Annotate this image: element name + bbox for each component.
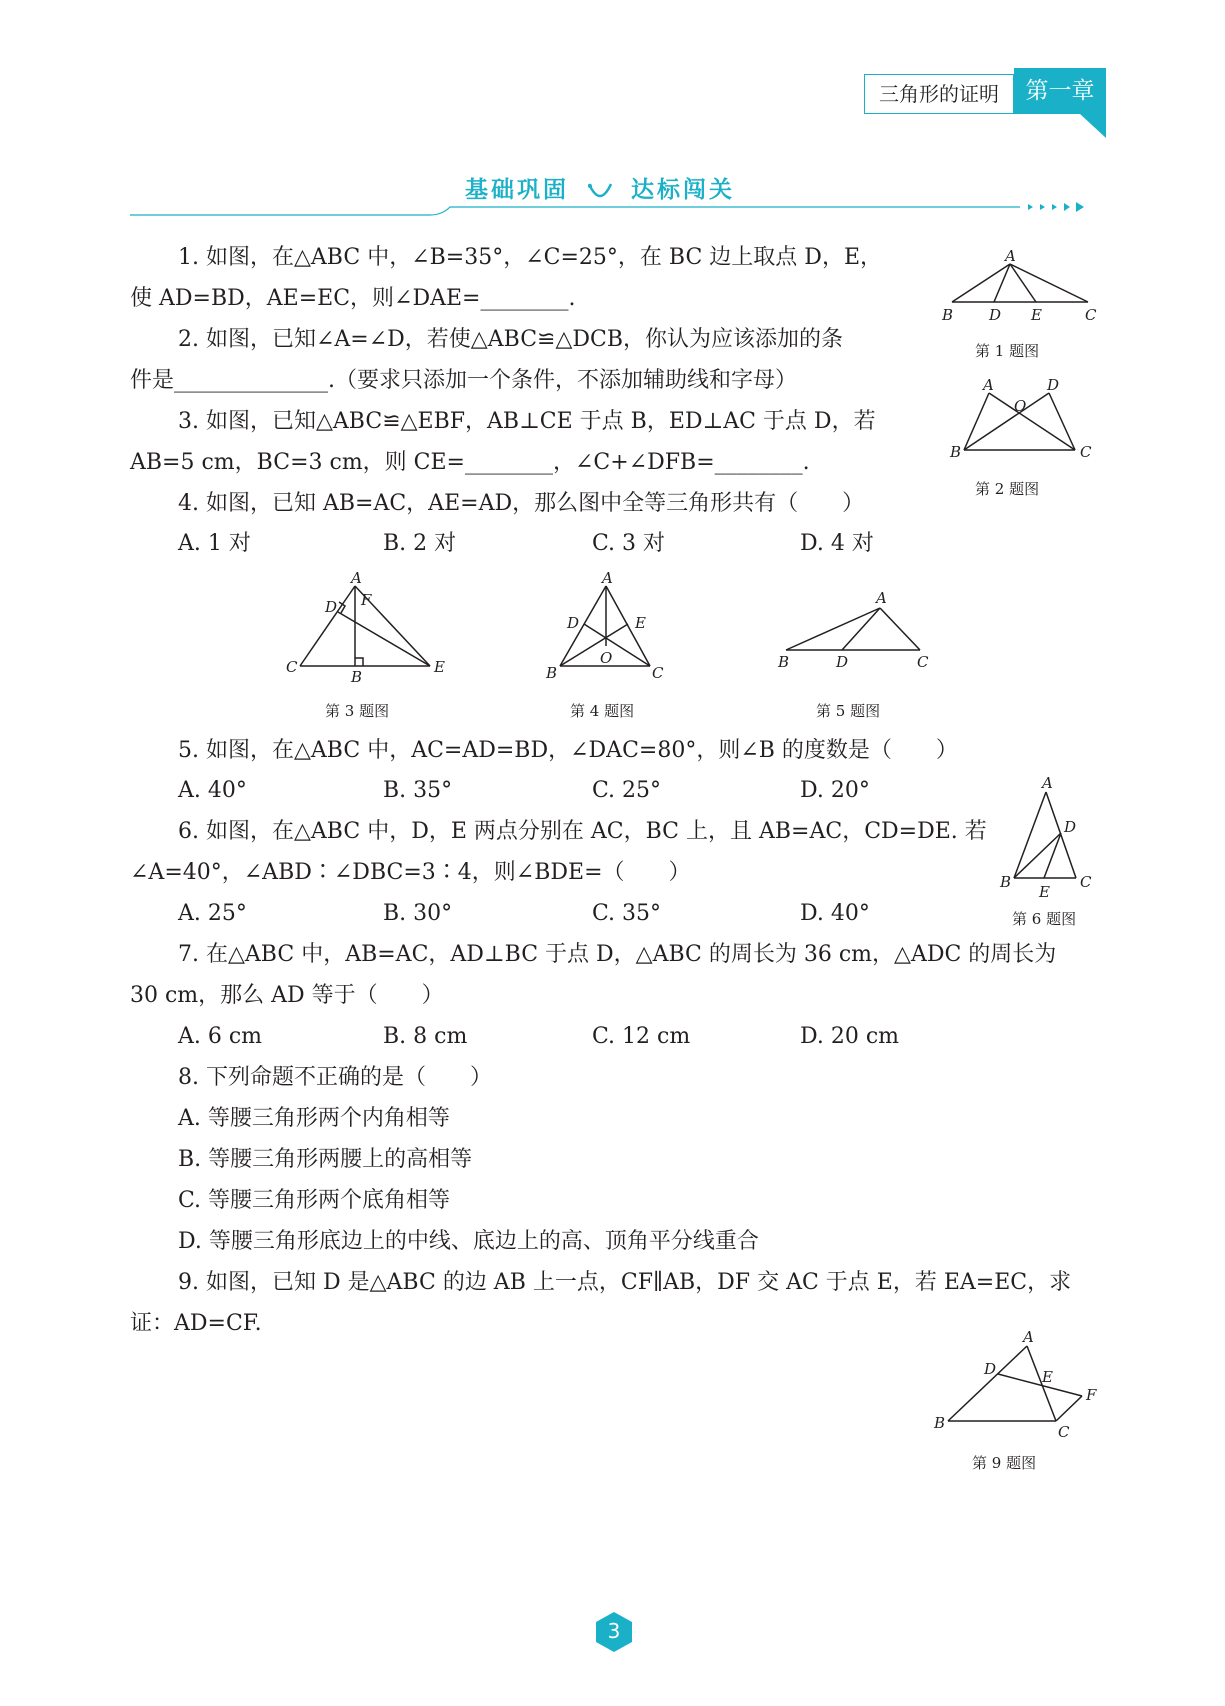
q7-option-b: B. 8 cm <box>383 1024 468 1049</box>
fig2-caption: 第 2 题图 <box>975 480 1040 498</box>
q8-line1: 8. 下列命题不正确的是（ ） <box>178 1065 492 1090</box>
fig6-label-e: E <box>1039 883 1050 900</box>
fig6-label-a: A <box>1042 775 1053 792</box>
fig2-label-c: C <box>1080 443 1092 461</box>
q1-line2: 使 AD=BD，AE=EC，则∠DAE=________. <box>130 286 576 311</box>
fig2-label-a: A <box>983 376 994 394</box>
q2-line1: 2. 如图，已知∠A=∠D，若使△ABC≌△DCB，你认为应该添加的条 <box>178 327 844 352</box>
fig4-label-o: O <box>600 649 613 667</box>
q4-option-a: A. 1 对 <box>178 531 251 556</box>
q5-option-b: B. 35° <box>383 778 453 803</box>
chapter-tab-corner <box>1080 114 1110 140</box>
q8-option-b: B. 等腰三角形两腰上的高相等 <box>178 1147 473 1172</box>
fig9-label-d: D <box>984 1360 997 1378</box>
q6-option-c: C. 35° <box>592 901 662 926</box>
q6-option-b: B. 30° <box>383 901 453 926</box>
fig1-label-a: A <box>1005 247 1016 265</box>
fig4-label-b: B <box>546 664 558 682</box>
q7-option-d: D. 20 cm <box>800 1024 900 1049</box>
q5-option-c: C. 25° <box>592 778 662 803</box>
q4-option-b: B. 2 对 <box>383 531 457 556</box>
section-divider <box>130 196 1100 218</box>
fig1-label-e: E <box>1031 306 1042 324</box>
chapter-label: 第一章 <box>1014 68 1106 114</box>
fig3-label-f: F <box>361 591 372 609</box>
q8-option-d: D. 等腰三角形底边上的中线、底边上的高、顶角平分线重合 <box>178 1229 759 1254</box>
q7-option-c: C. 12 cm <box>592 1024 691 1049</box>
fig4-label-a: A <box>602 572 613 587</box>
fig6-label-d: D <box>1064 818 1077 836</box>
q3-line2: AB=5 cm，BC=3 cm，则 CE=________，∠C+∠DFB=________. <box>130 450 810 475</box>
fig1-label-c: C <box>1085 306 1097 324</box>
q5-option-a: A. 40° <box>178 778 247 803</box>
fig6-caption: 第 6 题图 <box>1012 910 1077 928</box>
fig2-label-o: O <box>1014 397 1027 415</box>
fig5-label-d: D <box>836 653 849 671</box>
q7-line2: 30 cm，那么 AD 等于（ ） <box>130 983 444 1008</box>
q9-line2: 证：AD=CF. <box>130 1311 262 1336</box>
fig3-label-d: D <box>325 598 338 616</box>
fig6-label-b: B <box>1000 873 1012 891</box>
q6-line1: 6. 如图，在△ABC 中，D，E 两点分别在 AC，BC 上，且 AB=AC，CD=DE. 若 <box>178 819 987 844</box>
q6-option-a: A. 25° <box>178 901 247 926</box>
section-title-left: 基础巩固 <box>465 177 569 203</box>
page-number: 3 <box>607 1619 621 1643</box>
fig5-label-b: B <box>778 653 790 671</box>
fig9-label-c: C <box>1058 1423 1070 1441</box>
fig9-label-b: B <box>934 1414 946 1432</box>
fig4-label-c: C <box>652 664 664 682</box>
figure-1 <box>940 246 1100 326</box>
fig9-label-e: E <box>1042 1368 1053 1386</box>
q7-option-a: A. 6 cm <box>178 1024 263 1049</box>
fig4-caption: 第 4 题图 <box>570 702 635 720</box>
fig1-label-b: B <box>942 306 954 324</box>
q4-line1: 4. 如图，已知 AB=AC，AE=AD，那么图中全等三角形共有（ ） <box>178 491 865 516</box>
fig9-label-f: F <box>1086 1386 1097 1404</box>
fig3-label-c: C <box>286 658 298 676</box>
fig3-label-e: E <box>434 658 445 676</box>
q4-option-d: D. 4 对 <box>800 531 874 556</box>
fig3-label-a: A <box>351 572 362 587</box>
q6-option-d: D. 40° <box>800 901 870 926</box>
q3-line1: 3. 如图，已知△ABC≌△EBF，AB⊥CE 于点 B，ED⊥AC 于点 D，若 <box>178 409 876 434</box>
chapter-title: 三角形的证明 <box>864 74 1014 114</box>
fig4-label-d: D <box>567 614 580 632</box>
q6-line2: ∠A=40°，∠ABD∶∠DBC=3∶4，则∠BDE=（ ） <box>130 860 691 885</box>
fig5-label-c: C <box>917 653 929 671</box>
fig5-label-a: A <box>876 589 887 607</box>
q7-line1: 7. 在△ABC 中，AB=AC，AD⊥BC 于点 D，△ABC 的周长为 36 cm，△ADC 的周长为 <box>178 942 1057 967</box>
fig5-caption: 第 5 题图 <box>816 702 881 720</box>
q8-option-a: A. 等腰三角形两个内角相等 <box>178 1106 450 1131</box>
q5-line1: 5. 如图，在△ABC 中，AC=AD=BD，∠DAC=80°，则∠B 的度数是（ ） <box>178 738 958 763</box>
figure-9 <box>920 1330 1100 1445</box>
fig3-caption: 第 3 题图 <box>325 702 390 720</box>
figure-5 <box>770 585 940 675</box>
q9-line1: 9. 如图，已知 D 是△ABC 的边 AB 上一点，CF∥AB，DF 交 AC 于点 E，若 EA=EC，求 <box>178 1270 1072 1295</box>
fig4-label-e: E <box>635 614 646 632</box>
q4-option-c: C. 3 对 <box>592 531 666 556</box>
q8-option-c: C. 等腰三角形两个底角相等 <box>178 1188 451 1213</box>
fig9-caption: 第 9 题图 <box>972 1454 1037 1472</box>
fig2-label-d: D <box>1047 376 1060 394</box>
q1-line1: 1. 如图，在△ABC 中，∠B=35°，∠C=25°，在 BC 边上取点 D，E， <box>178 245 883 270</box>
q2-line2: 件是______________.（要求只添加一个条件，不添加辅助线和字母） <box>130 368 797 393</box>
fig2-label-b: B <box>950 443 962 461</box>
fig1-label-d: D <box>989 306 1002 324</box>
fig1-caption: 第 1 题图 <box>975 342 1040 360</box>
figure-4 <box>540 572 670 687</box>
section-title-right: 达标闯关 <box>631 177 736 203</box>
fig3-label-b: B <box>351 668 363 682</box>
figure-2 <box>940 375 1100 465</box>
figure-6 <box>990 775 1100 900</box>
fig9-label-a: A <box>1023 1330 1034 1346</box>
figure-3 <box>280 572 455 682</box>
q5-option-d: D. 20° <box>800 778 870 803</box>
fig6-label-c: C <box>1080 873 1092 891</box>
